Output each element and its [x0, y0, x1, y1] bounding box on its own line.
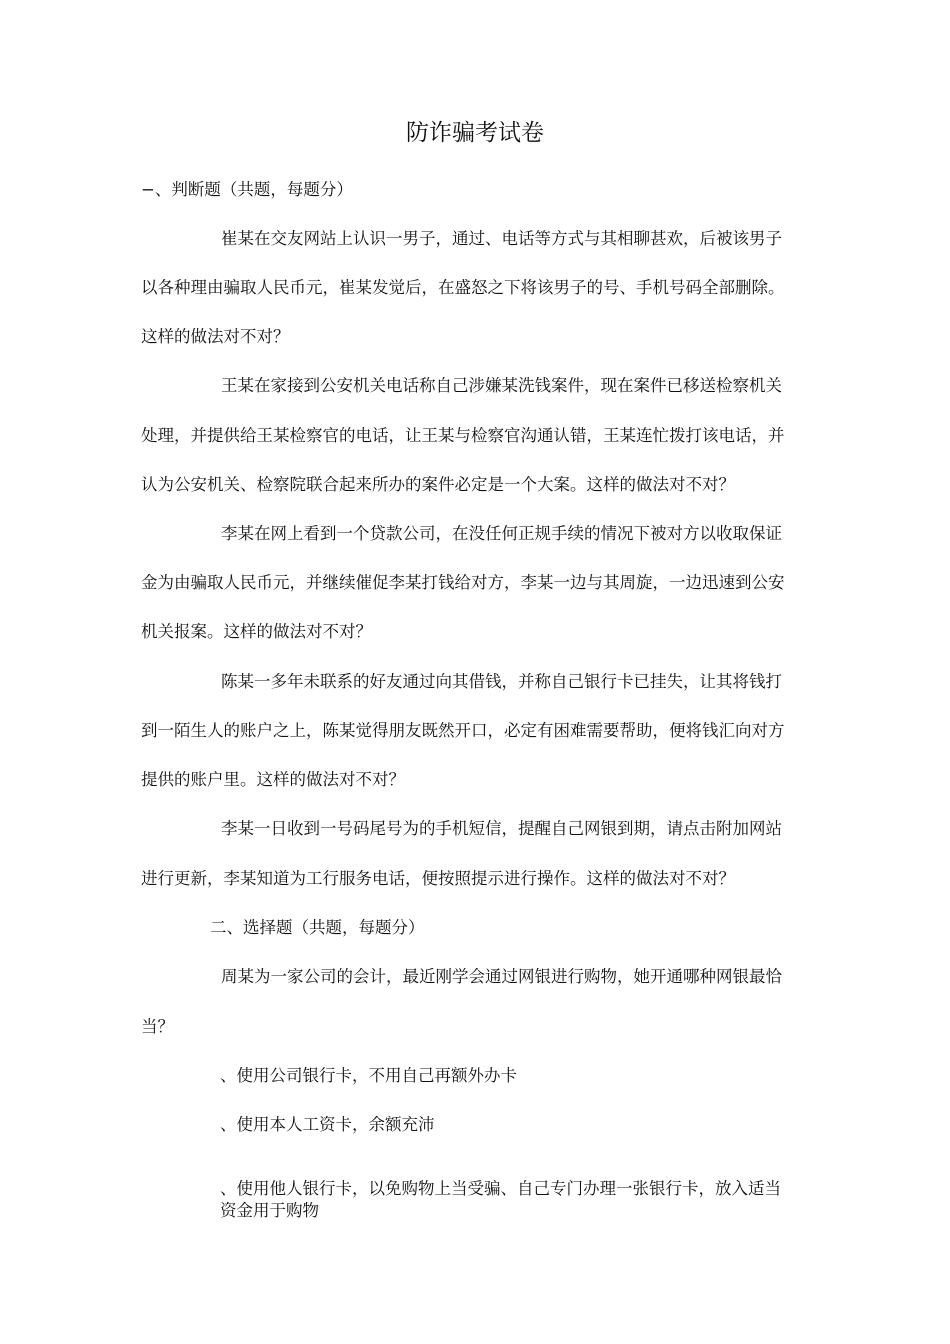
q2-line3: 认为公安机关、检察院联合起来所办的案件必定是一个大案。这样的做法对不对？ [141, 475, 735, 494]
document-title: 防诈骗考试卷 [406, 120, 544, 146]
q4-line3: 提供的账户里。这样的做法对不对？ [141, 770, 405, 789]
q4-line1: 陈某一多年未联系的好友通过向其借钱，并称自己银行卡已挂失，让其将钱打 [221, 672, 782, 691]
mc1-option-c-line2: 资金用于购物 [220, 1201, 319, 1220]
q1-line1: 崔某在交友网站上认识一男子，通过、电话等方式与其相聊甚欢，后被该男子 [221, 229, 782, 248]
section1-heading: −、判断题（共题，每题分） [141, 180, 353, 199]
q1-line3: 这样的做法对不对？ [141, 327, 290, 346]
mc1-option-c-block [220, 1178, 820, 1222]
mc1-line1: 周某为一家公司的会计，最近刚学会通过网银进行购物，她开通哪种网银最恰 [221, 967, 782, 986]
q5-line2: 进行更新，李某知道为工行服务电话，便按照提示进行操作。这样的做法对不对？ [141, 869, 735, 888]
mc1-option-c-line1: 、使用他人银行卡，以免购物上当受骗、自己专门办理一张银行卡，放入适当 [220, 1179, 781, 1198]
section2-heading: 二、选择题（共题，每题分） [210, 918, 425, 937]
mc1-option-b: 、使用本人工资卡，余额充沛 [220, 1115, 435, 1134]
q1-line2: 以各种理由骗取人民币元，崔某发觉后，在盛怒之下将该男子的号、手机号码全部删除。 [141, 278, 785, 297]
q4-line2: 到一陌生人的账户之上，陈某觉得朋友既然开口，必定有困难需要帮助，便将钱汇向对方 [141, 721, 785, 740]
mc1-line2: 当？ [141, 1017, 174, 1036]
q2-line1: 王某在家接到公安机关电话称自己涉嫌某洗钱案件，现在案件已移送检察机关 [221, 376, 782, 395]
q2-line2: 处理，并提供给王某检察官的电话，让王某与检察官沟通认错，王某连忙拨打该电话，并 [141, 426, 785, 445]
q3-line3: 机关报案。这样的做法对不对？ [141, 622, 372, 641]
q5-line1: 李某一日收到一号码尾号为的手机短信，提醒自己网银到期，请点击附加网站 [221, 819, 782, 838]
mc1-option-a: 、使用公司银行卡，不用自己再额外办卡 [220, 1066, 517, 1085]
q3-line1: 李某在网上看到一个贷款公司，在没任何正规手续的情况下被对方以收取保证 [221, 524, 782, 543]
q3-line2: 金为由骗取人民币元，并继续催促李某打钱给对方，李某一边与其周旋，一边迅速到公安 [141, 573, 785, 592]
